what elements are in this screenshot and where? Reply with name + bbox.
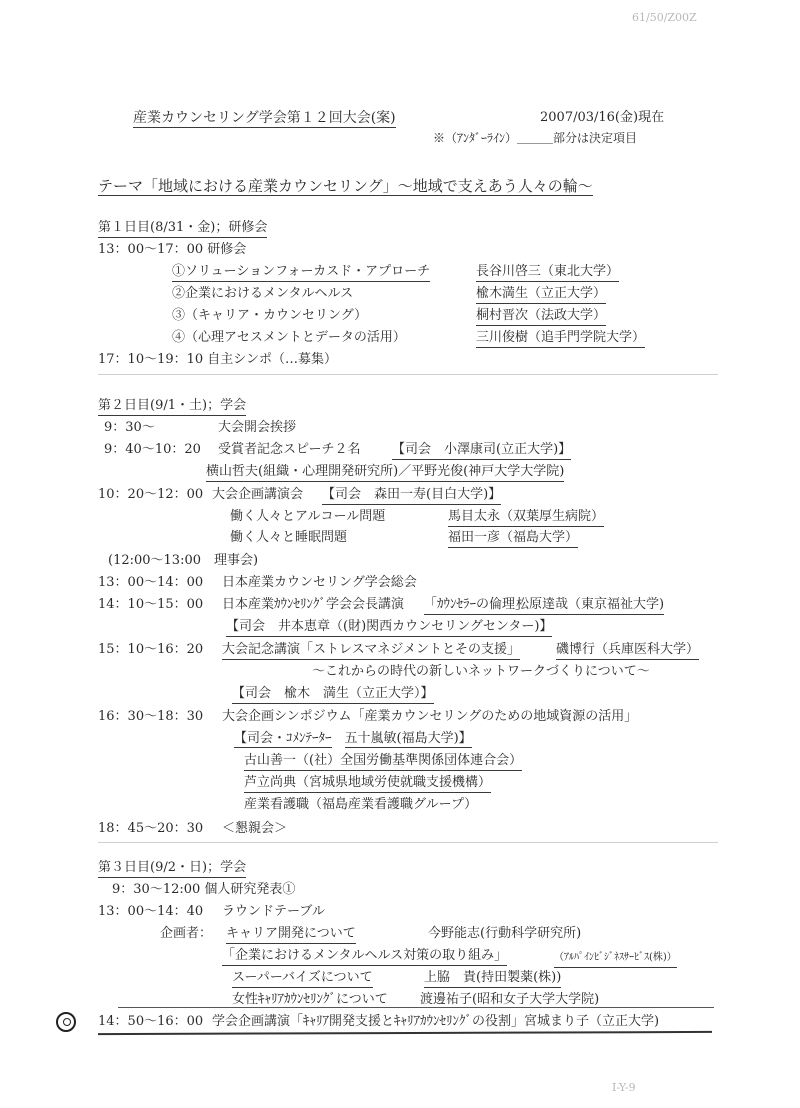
award-time: 9：40～10：20 xyxy=(104,442,201,457)
roundtable-item-title: スーパーバイズについて xyxy=(232,970,373,988)
lecture1-talk-speaker: 馬目太永（双葉厚生病院） xyxy=(448,509,604,527)
memorial-time: 15：10～16：20 xyxy=(98,642,204,657)
lecture1-chair: 【司会 森田一寿(目白大学)】 xyxy=(322,487,501,505)
section-divider xyxy=(98,842,718,843)
day1-heading: 第１日目(8/31・金)；研修会 xyxy=(98,220,267,238)
day1-item-speaker: 長谷川啓三（東北大学） xyxy=(476,264,619,282)
party-time: 18：45～20：30 xyxy=(98,821,204,836)
sympo-chair-name: 五十嵐敏(福島大学)】 xyxy=(344,731,472,746)
president-chair: 【司会 井本恵章（(財)関西カウンセリングセンター)】 xyxy=(226,619,552,637)
opening-time: 9：30～ xyxy=(104,420,155,435)
roundtable-item-speaker: 今野能志(行動科学研究所) xyxy=(428,926,582,941)
general-title: 日本産業カウンセリング学会総会 xyxy=(222,575,417,590)
day1-item-title: ①ソリューションフォーカスド・アプローチ xyxy=(172,264,430,282)
sympo-panelist: 産業看護職（福島産業看護職グループ） xyxy=(244,797,478,812)
roundtable-item-speaker: 上脇 貴(持田製薬(株)) xyxy=(424,970,561,988)
document-date: 2007/03/16(金)現在 xyxy=(540,110,665,125)
award-speakers: 横山哲夫(組織・心理開発研究所)／平野光俊(神戸大学大学院) xyxy=(206,464,564,482)
day1-symposium: 17：10～19：10 自主シンポ（…募集） xyxy=(98,352,337,367)
sympo-panelist: 古山善一（(社）全国労働基準関係団体連合会） xyxy=(244,753,522,771)
sympo-time: 16：30～18：30 xyxy=(98,709,204,724)
board-meeting: (12:00～13:00 理事会) xyxy=(108,553,259,568)
memorial-chair: 【司会 楡木 満生（立正大学）】 xyxy=(232,686,434,704)
roundtable-item-title: 女性ｷｬﾘｱｶｳﾝｾﾘﾝｸﾞについて xyxy=(232,992,388,1007)
conference-theme: テーマ「地域における産業カウンセリング」～地域で支えあう人々の輪～ xyxy=(98,177,593,195)
lecture1-time: 10：20～12：00 xyxy=(98,487,204,502)
section-divider xyxy=(98,374,718,375)
sympo-chair-label xyxy=(234,731,472,747)
president-speaker: 松原達哉（東京福祉大学) xyxy=(516,597,664,615)
roundtable-time: 13：00～14：40 xyxy=(98,904,204,919)
general-time: 13：00～14：00 xyxy=(98,575,204,590)
day1-session-time: 13：00～17：00 研修会 xyxy=(98,242,247,257)
opening-title: 大会開会挨拶 xyxy=(218,420,297,435)
roundtable-item-title: 「企業におけるメンタルヘルス対策の取り組み」 xyxy=(222,948,507,966)
president-lecture-title: 「ｶｳﾝｾﾗｰの倫理」 xyxy=(424,597,528,615)
final-lecture: 学会企画講演「ｷｬﾘｱ開発支援とｷｬﾘｱｶｳﾝｾﾘﾝｸﾞの役割」宮城まり子（立正大学) xyxy=(212,1014,660,1029)
planner-label: 企画者： xyxy=(160,926,213,941)
day3-heading: 第３日目(9/2・日)；学会 xyxy=(98,860,246,878)
final-time: 14：50～16：00 xyxy=(98,1014,204,1029)
award-chair: 【司会 小澤康司(立正大学)】 xyxy=(392,442,571,460)
lecture1-title: 大会企画講演会 xyxy=(212,487,304,502)
faint-page-mark: I-Y-9 xyxy=(612,1081,636,1094)
day2-heading: 第２日目(9/1・土)；学会 xyxy=(98,398,246,416)
lecture1-talk-speaker: 福田一彦（福島大学） xyxy=(448,530,578,548)
day1-item-speaker: 桐村晋次（法政大学） xyxy=(476,308,606,326)
memorial-title: 大会記念講演「ストレスマネジメントとその支援」 xyxy=(222,642,520,660)
memorial-speaker: 磯博行（兵庫医科大学） xyxy=(556,642,699,660)
sympo-panelist: 芦立尚典（宮城県地域労使就職支援機構） xyxy=(244,775,491,793)
lecture1-talk-title: 働く人々とアルコール問題 xyxy=(230,509,386,524)
research-session: 9：30～12:00 個人研究発表① xyxy=(112,882,296,897)
memorial-subtitle: ～これからの時代の新しいネットワークづくりについて～ xyxy=(312,664,650,679)
hand-drawn-circle-mark xyxy=(56,1012,76,1032)
award-title: 受賞者記念スピーチ２名 xyxy=(218,442,361,457)
party-title: ＜懇親会＞ xyxy=(222,821,288,836)
hand-drawn-underline xyxy=(118,1007,714,1008)
day1-item-title: ④（心理アセスメントとデータの活用） xyxy=(172,330,406,345)
roundtable-item-title: キャリア開発について xyxy=(226,926,356,944)
roundtable-item-speaker: 渡邊祐子(昭和女子大学大学院) xyxy=(420,992,600,1007)
roundtable-item-speaker: （ｱﾙﾊﾟｲﾝﾋﾞｼﾞﾈｽｻｰﾋﾞｽ(株)） xyxy=(554,950,677,968)
faint-fax-date: 61/50/Z00Z xyxy=(632,11,697,24)
president-time: 14：10～15：00 xyxy=(98,597,204,612)
page-title: 産業カウンセリング学会第１２回大会(案) xyxy=(133,110,396,126)
underline-note: ※（ｱﾝﾀﾞｰﾗｲﾝ）＿＿＿部分は決定項目 xyxy=(433,131,638,145)
lecture1-talk-title: 働く人々と睡眠問題 xyxy=(230,530,348,545)
day1-item-title: ③（キャリア・カウンセリング） xyxy=(172,308,368,323)
sympo-chair-role: 【司会・ｺﾒﾝﾃｰﾀｰ xyxy=(234,731,332,746)
president-title: 日本産業ｶｳﾝｾﾘﾝｸﾞ学会会長講演 xyxy=(222,597,405,612)
day1-item-speaker: 三川俊樹（追手門学院大学） xyxy=(476,330,645,348)
sympo-title: 大会企画シンポジウム「産業カウンセリングのための地域資源の活用」 xyxy=(222,709,638,724)
hand-drawn-underline xyxy=(98,1031,712,1035)
day1-item-title: ②企業におけるメンタルヘルス xyxy=(172,286,354,301)
day1-item-speaker: 楡木満生（立正大学） xyxy=(476,286,606,304)
roundtable-title: ラウンドテーブル xyxy=(222,904,325,919)
